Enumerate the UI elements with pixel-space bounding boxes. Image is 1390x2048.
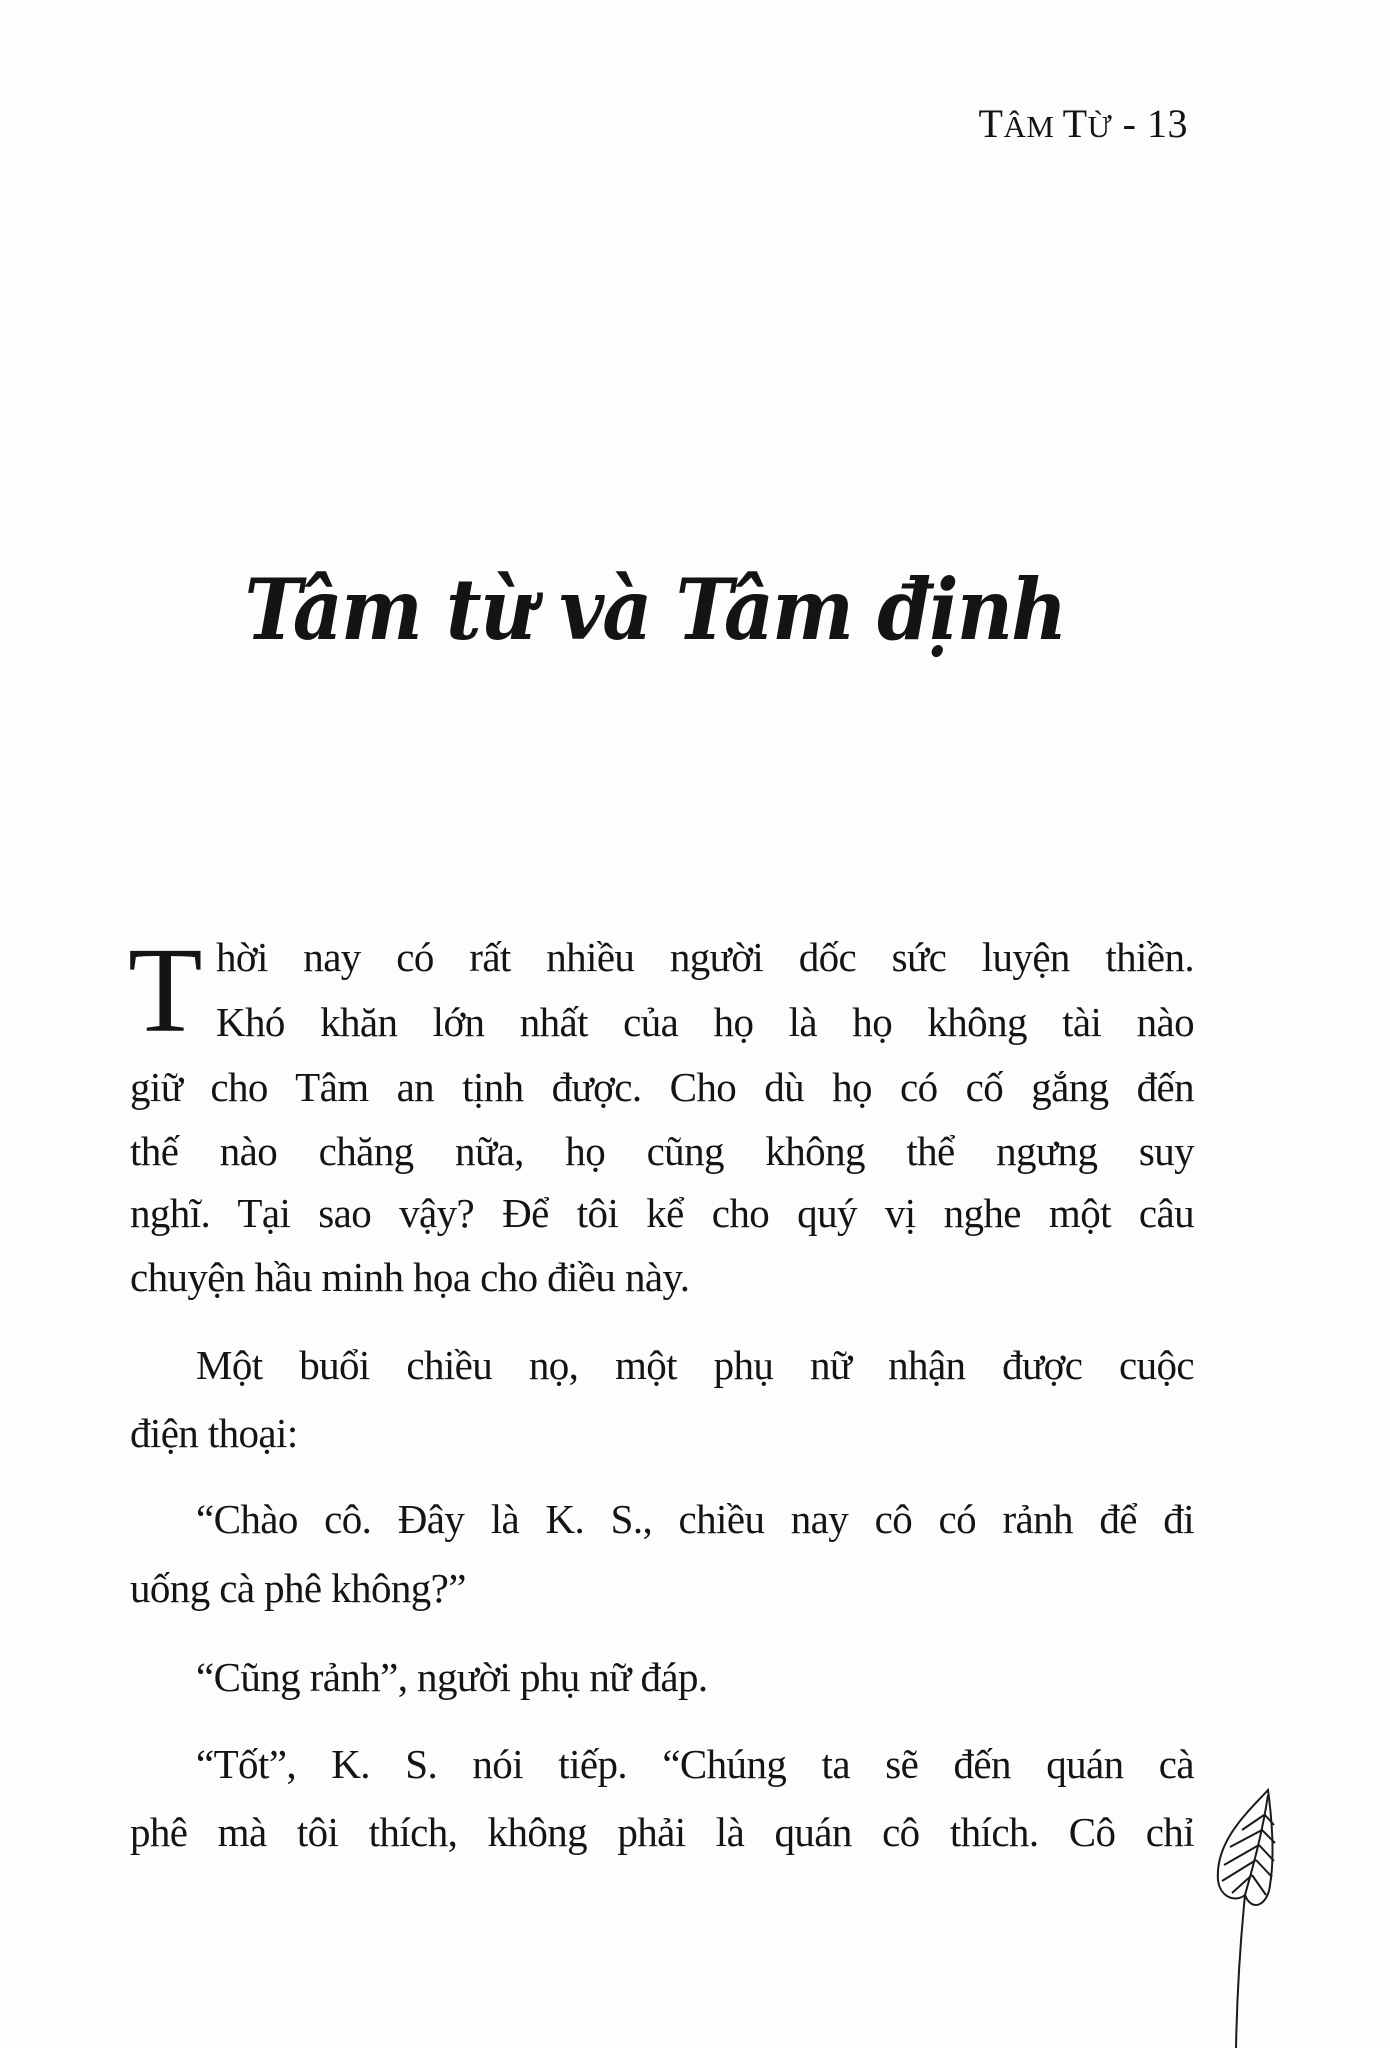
header-title-rest: ÂM [1003, 109, 1063, 144]
body-line: “Tốt”, K. S. nói tiếp. “Chúng ta sẽ đến quán cà [196, 1741, 1194, 1787]
body-line: chuyện hầu minh họa cho điều này. [130, 1254, 690, 1300]
header-title-initial-2: T [1062, 101, 1088, 146]
body-line: nghĩ. Tại sao vậy? Để tôi kể cho quý vị nghe một câu [130, 1190, 1194, 1236]
body-line: uống cà phê không?” [130, 1565, 466, 1611]
body-line: phê mà tôi thích, không phải là quán cô thích. Cô chỉ [130, 1809, 1194, 1855]
leaf-illustration-icon [1190, 1785, 1310, 2048]
drop-cap: T [128, 923, 203, 1058]
body-line: Một buổi chiều nọ, một phụ nữ nhận được cuộc [196, 1342, 1194, 1388]
body-line: thế nào chăng nữa, họ cũng không thể ngưng suy [130, 1128, 1194, 1174]
body-line: hời nay có rất nhiều người dốc sức luyện thiền. [216, 934, 1194, 980]
body-line: “Cũng rảnh”, người phụ nữ đáp. [196, 1654, 708, 1700]
body-line: Khó khăn lớn nhất của họ là họ không tài nào [216, 999, 1194, 1045]
header-title-rest-2: Ừ [1087, 109, 1113, 144]
chapter-title: Tâm từ và Tâm định [244, 560, 1066, 659]
body-line: điện thoại: [130, 1410, 298, 1456]
page-number: - 13 [1112, 101, 1188, 146]
body-line: “Chào cô. Đây là K. S., chiều nay cô có rảnh để đi [196, 1496, 1194, 1542]
body-line: giữ cho Tâm an tịnh được. Cho dù họ có cố gắng đến [130, 1064, 1194, 1110]
header-title-initial: T [978, 101, 1004, 146]
running-header [979, 100, 1188, 147]
